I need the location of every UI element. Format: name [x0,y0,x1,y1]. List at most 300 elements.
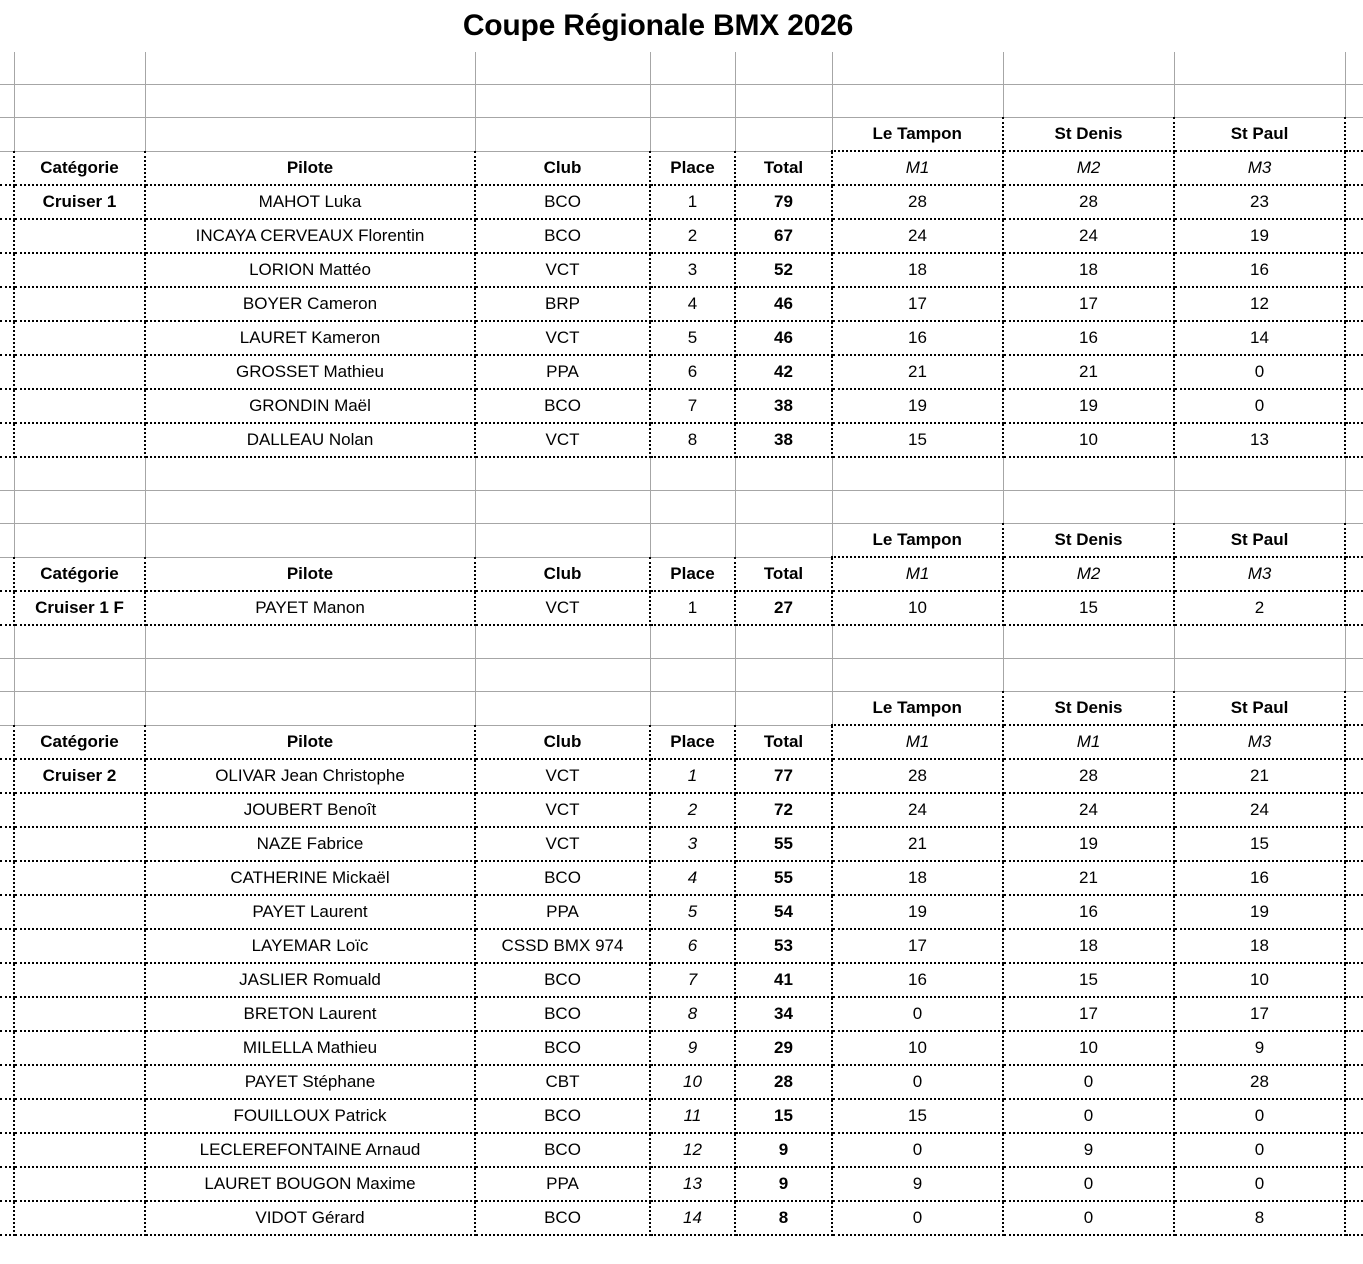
cell-place: 11 [650,1099,735,1133]
empty-cell [475,491,650,524]
cell-score-m1: 28 [832,185,1003,219]
cell-categorie [14,963,145,997]
venue-header-le-tampon: Le Tampon [832,118,1003,152]
cell-score-m3: 14 [1174,321,1345,355]
cell-total: 27 [735,591,832,625]
cell-score-m2: 0 [1003,1201,1174,1235]
cell-score-m2: 0 [1003,1099,1174,1133]
cell-club: VCT [475,423,650,457]
cell-score-m3: 21 [1174,759,1345,793]
column-header-total: Total [735,725,832,759]
cell-place: 1 [650,185,735,219]
empty-cell [735,491,832,524]
cell-total: 34 [735,997,832,1031]
cell-total: 67 [735,219,832,253]
cell-pilote: LAURET BOUGON Maxime [145,1167,475,1201]
cell-pilote: PAYET Laurent [145,895,475,929]
column-header-pilote: Pilote [145,151,475,185]
empty-cell [1003,457,1174,491]
table-row [0,1133,1363,1167]
gutter-cell [0,827,14,861]
cell-club: BCO [475,389,650,423]
cell-score-m1: 16 [832,321,1003,355]
spacer-row [0,625,1363,659]
gutter-cell [0,355,14,389]
gutter-cell [0,423,14,457]
gutter-cell [0,963,14,997]
column-header-club: Club [475,725,650,759]
cell-score-m2: 18 [1003,929,1174,963]
venue-header-st-paul: St Paul [1174,118,1345,152]
cell-score-m3: 16 [1174,861,1345,895]
cell-place: 2 [650,793,735,827]
cell-categorie [14,287,145,321]
empty-cell [14,692,145,726]
empty-cell [0,52,14,85]
cell-score-m2: 21 [1003,861,1174,895]
empty-cell [475,692,650,726]
cell-score-m2: 28 [1003,759,1174,793]
cell-total: 29 [735,1031,832,1065]
cell-place: 8 [650,423,735,457]
table-row [0,929,1363,963]
cell-score-m3: 18 [1174,929,1345,963]
gutter-cell [0,1099,14,1133]
empty-cell [475,85,650,118]
gutter-cell [0,219,14,253]
empty-cell [735,52,832,85]
venue-header-st-paul: St Paul [1174,692,1345,726]
cell-place: 12 [650,1133,735,1167]
empty-cell [650,118,735,152]
cell-categorie [14,321,145,355]
empty-cell [1003,85,1174,118]
empty-cell [1345,1099,1363,1133]
empty-cell [832,659,1003,692]
empty-cell [1174,491,1345,524]
cell-score-m2: 16 [1003,321,1174,355]
empty-cell [1345,625,1363,659]
cell-score-m2: 19 [1003,389,1174,423]
empty-cell [0,625,14,659]
cell-total: 52 [735,253,832,287]
empty-cell [1345,557,1363,591]
table-row [0,861,1363,895]
empty-cell [1345,85,1363,118]
column-header-moto-1: M1 [832,557,1003,591]
cell-pilote: LECLEREFONTAINE Arnaud [145,1133,475,1167]
cell-score-m2: 9 [1003,1133,1174,1167]
cell-score-m3: 2 [1174,591,1345,625]
spacer-row [0,52,1363,85]
table-row [0,963,1363,997]
gutter-cell [0,1065,14,1099]
cell-score-m3: 24 [1174,793,1345,827]
empty-cell [650,692,735,726]
empty-cell [1345,591,1363,625]
column-header-moto-3: M3 [1174,725,1345,759]
empty-cell [650,52,735,85]
empty-cell [735,659,832,692]
empty-cell [0,524,14,558]
empty-cell [1345,793,1363,827]
table-row [0,827,1363,861]
cell-categorie [14,1099,145,1133]
column-header-moto-3: M3 [1174,557,1345,591]
cell-club: VCT [475,827,650,861]
cell-score-m3: 12 [1174,287,1345,321]
cell-place: 14 [650,1201,735,1235]
empty-cell [650,491,735,524]
empty-cell [475,659,650,692]
cell-score-m1: 17 [832,287,1003,321]
column-header-categorie: Catégorie [14,151,145,185]
column-header-club: Club [475,557,650,591]
cell-score-m2: 21 [1003,355,1174,389]
empty-cell [0,457,14,491]
cell-categorie [14,423,145,457]
venue-header-st-paul: St Paul [1174,524,1345,558]
empty-cell [650,524,735,558]
empty-cell [145,457,475,491]
column-header-moto-3: M3 [1174,151,1345,185]
cell-score-m2: 16 [1003,895,1174,929]
empty-cell [735,625,832,659]
cell-pilote: LAURET Kameron [145,321,475,355]
cell-club: BCO [475,861,650,895]
cell-categorie [14,861,145,895]
cell-place: 8 [650,997,735,1031]
empty-cell [1345,861,1363,895]
empty-cell [1174,85,1345,118]
cell-total: 9 [735,1133,832,1167]
table-row [0,591,1363,625]
gutter-cell [0,591,14,625]
cell-club: VCT [475,253,650,287]
empty-cell [1345,1133,1363,1167]
cell-categorie [14,355,145,389]
gutter-cell [0,253,14,287]
cell-categorie: Cruiser 1 [14,185,145,219]
gutter-cell [0,1133,14,1167]
gutter-cell [0,1201,14,1235]
empty-cell [1345,118,1363,152]
empty-cell [145,692,475,726]
empty-cell [832,457,1003,491]
cell-score-m1: 10 [832,591,1003,625]
gutter-cell [0,929,14,963]
gutter-cell [0,759,14,793]
empty-cell [475,457,650,491]
empty-cell [14,659,145,692]
cell-club: VCT [475,591,650,625]
cell-score-m2: 24 [1003,219,1174,253]
cell-club: BCO [475,185,650,219]
empty-cell [1345,1031,1363,1065]
cell-club: PPA [475,355,650,389]
cell-total: 53 [735,929,832,963]
cell-score-m1: 17 [832,929,1003,963]
cell-place: 3 [650,253,735,287]
cell-score-m3: 0 [1174,389,1345,423]
cell-club: PPA [475,895,650,929]
column-header-moto-1: M1 [832,725,1003,759]
empty-cell [475,52,650,85]
cell-total: 42 [735,355,832,389]
empty-cell [735,692,832,726]
cell-categorie [14,253,145,287]
cell-pilote: BOYER Cameron [145,287,475,321]
empty-cell [145,524,475,558]
cell-place: 6 [650,355,735,389]
column-header-place: Place [650,151,735,185]
column-header-categorie: Catégorie [14,557,145,591]
venue-header-st-denis: St Denis [1003,692,1174,726]
cell-place: 5 [650,895,735,929]
table-row [0,1167,1363,1201]
column-header-moto-2: M2 [1003,557,1174,591]
cell-place: 7 [650,389,735,423]
cell-total: 46 [735,287,832,321]
table-row [0,253,1363,287]
empty-cell [145,491,475,524]
venue-header-le-tampon: Le Tampon [832,524,1003,558]
cell-score-m1: 18 [832,253,1003,287]
table-row [0,1099,1363,1133]
cell-total: 77 [735,759,832,793]
empty-cell [475,118,650,152]
cell-total: 8 [735,1201,832,1235]
empty-cell [1345,491,1363,524]
empty-cell [1003,659,1174,692]
gutter-cell [0,895,14,929]
page-title: Coupe Régionale BMX 2026 [462,9,854,42]
cell-total: 28 [735,1065,832,1099]
empty-cell [1345,659,1363,692]
empty-cell [1345,827,1363,861]
cell-categorie [14,997,145,1031]
cell-score-m3: 10 [1174,963,1345,997]
cell-score-m1: 10 [832,1031,1003,1065]
cell-score-m2: 10 [1003,423,1174,457]
gutter-cell [0,557,14,591]
cell-pilote: GROSSET Mathieu [145,355,475,389]
empty-cell [1174,52,1345,85]
gutter-cell [0,793,14,827]
empty-cell [1003,491,1174,524]
cell-place: 4 [650,861,735,895]
cell-score-m3: 0 [1174,1167,1345,1201]
column-header-pilote: Pilote [145,557,475,591]
cell-pilote: LORION Mattéo [145,253,475,287]
empty-cell [650,85,735,118]
cell-pilote: PAYET Manon [145,591,475,625]
empty-cell [1345,219,1363,253]
cell-club: BCO [475,1201,650,1235]
cell-score-m3: 0 [1174,355,1345,389]
venue-header-row [0,692,1363,726]
table-row [0,895,1363,929]
empty-cell [1345,929,1363,963]
column-header-row [0,725,1363,759]
cell-categorie [14,219,145,253]
empty-cell [1345,52,1363,85]
cell-categorie [14,895,145,929]
cell-place: 9 [650,1031,735,1065]
cell-categorie [14,1031,145,1065]
cell-categorie [14,929,145,963]
empty-cell [14,118,145,152]
table-row [0,1201,1363,1235]
empty-cell [1345,151,1363,185]
table-row [0,219,1363,253]
cell-score-m3: 8 [1174,1201,1345,1235]
cell-club: VCT [475,321,650,355]
page-title-row [0,0,1363,52]
empty-cell [1003,52,1174,85]
cell-score-m2: 18 [1003,253,1174,287]
table-row [0,1031,1363,1065]
empty-cell [0,85,14,118]
cell-score-m3: 16 [1174,253,1345,287]
cell-place: 1 [650,591,735,625]
cell-score-m1: 9 [832,1167,1003,1201]
empty-cell [1345,524,1363,558]
cell-pilote: INCAYA CERVEAUX Florentin [145,219,475,253]
table-row [0,759,1363,793]
cell-score-m2: 10 [1003,1031,1174,1065]
cell-score-m3: 28 [1174,1065,1345,1099]
spacer-row [0,659,1363,692]
empty-cell [14,85,145,118]
cell-place: 13 [650,1167,735,1201]
empty-cell [735,524,832,558]
cell-pilote: MILELLA Mathieu [145,1031,475,1065]
empty-cell [14,52,145,85]
empty-cell [14,457,145,491]
cell-score-m1: 0 [832,1201,1003,1235]
cell-pilote: LAYEMAR Loïc [145,929,475,963]
empty-cell [145,52,475,85]
empty-cell [1345,692,1363,726]
empty-cell [1345,895,1363,929]
gutter-cell [0,725,14,759]
cell-club: BCO [475,997,650,1031]
cell-score-m2: 17 [1003,287,1174,321]
cell-score-m1: 28 [832,759,1003,793]
empty-cell [650,625,735,659]
spacer-row [0,85,1363,118]
column-header-row [0,557,1363,591]
spacer-row [0,457,1363,491]
column-header-row [0,151,1363,185]
spacer-row [0,491,1363,524]
cell-club: PPA [475,1167,650,1201]
cell-total: 38 [735,423,832,457]
cell-place: 5 [650,321,735,355]
cell-pilote: PAYET Stéphane [145,1065,475,1099]
cell-pilote: FOUILLOUX Patrick [145,1099,475,1133]
cell-categorie: Cruiser 2 [14,759,145,793]
empty-cell [1345,389,1363,423]
empty-cell [1174,457,1345,491]
column-header-total: Total [735,151,832,185]
column-header-total: Total [735,557,832,591]
empty-cell [1345,457,1363,491]
gutter-cell [0,1167,14,1201]
cell-score-m3: 19 [1174,219,1345,253]
cell-score-m3: 15 [1174,827,1345,861]
cell-total: 15 [735,1099,832,1133]
cell-pilote: DALLEAU Nolan [145,423,475,457]
cell-total: 55 [735,861,832,895]
cell-total: 79 [735,185,832,219]
column-header-place: Place [650,557,735,591]
empty-cell [1345,253,1363,287]
venue-header-st-denis: St Denis [1003,118,1174,152]
cell-score-m3: 23 [1174,185,1345,219]
cell-score-m3: 9 [1174,1031,1345,1065]
cell-total: 72 [735,793,832,827]
cell-score-m2: 17 [1003,997,1174,1031]
cell-club: BCO [475,1099,650,1133]
column-header-club: Club [475,151,650,185]
empty-cell [1174,659,1345,692]
gutter-cell [0,389,14,423]
empty-cell [650,457,735,491]
cell-place: 4 [650,287,735,321]
cell-categorie [14,1065,145,1099]
empty-cell [145,625,475,659]
cell-place: 3 [650,827,735,861]
cell-club: BCO [475,963,650,997]
column-header-place: Place [650,725,735,759]
cell-score-m2: 0 [1003,1167,1174,1201]
column-header-pilote: Pilote [145,725,475,759]
gutter-cell [0,185,14,219]
gutter-cell [0,997,14,1031]
cell-score-m1: 15 [832,1099,1003,1133]
cell-score-m1: 19 [832,389,1003,423]
empty-cell [1174,625,1345,659]
column-header-categorie: Catégorie [14,725,145,759]
cell-score-m2: 19 [1003,827,1174,861]
cell-total: 9 [735,1167,832,1201]
empty-cell [14,625,145,659]
cell-score-m2: 24 [1003,793,1174,827]
venue-header-le-tampon: Le Tampon [832,692,1003,726]
empty-cell [1345,1167,1363,1201]
empty-cell [0,118,14,152]
empty-cell [650,659,735,692]
cell-pilote: MAHOT Luka [145,185,475,219]
cell-club: CSSD BMX 974 [475,929,650,963]
empty-cell [0,692,14,726]
cell-place: 1 [650,759,735,793]
empty-cell [1345,355,1363,389]
cell-categorie [14,1201,145,1235]
empty-cell [14,491,145,524]
empty-cell [735,457,832,491]
cell-pilote: BRETON Laurent [145,997,475,1031]
cell-score-m1: 18 [832,861,1003,895]
cell-categorie: Cruiser 1 F [14,591,145,625]
table-row [0,389,1363,423]
empty-cell [1345,423,1363,457]
cell-pilote: JASLIER Romuald [145,963,475,997]
cell-total: 46 [735,321,832,355]
empty-cell [0,659,14,692]
